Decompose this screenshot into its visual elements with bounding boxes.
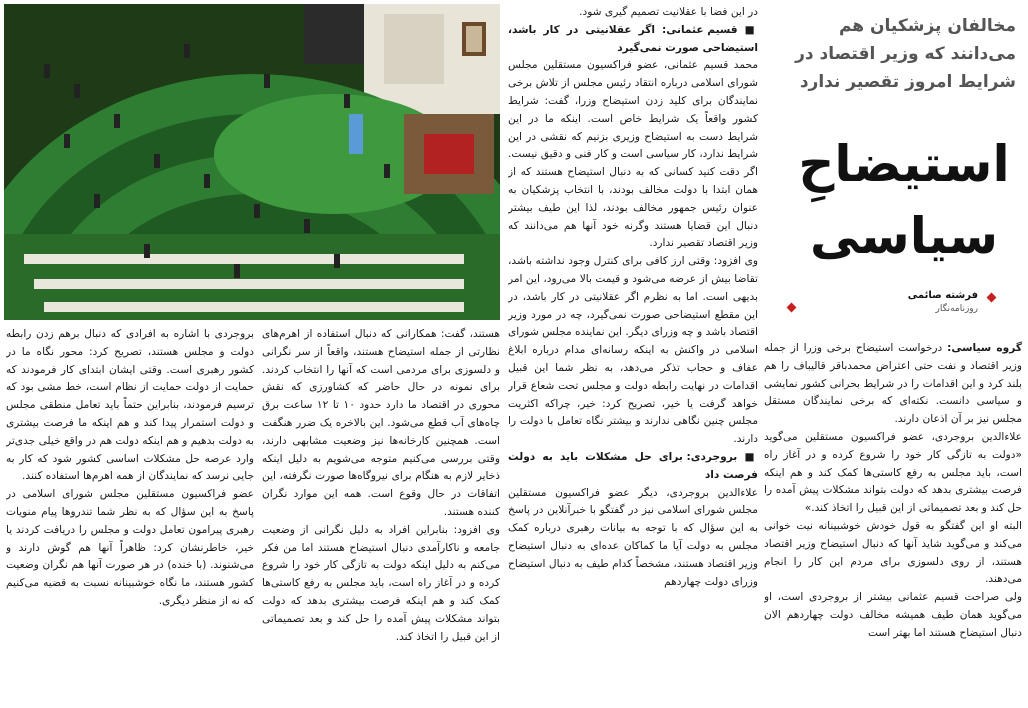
subheading: ■ بروجردی: برای حل مشکلات باید به دولت فرصت داد bbox=[508, 450, 758, 481]
paragraph: بروجردی با اشاره به افرادی که دنبال برهم زدن رابطه دولت و مجلس هستند، تصریح کرد: محور نگاه ما در کشور رهبری است. وقتی ایشان ابتدای کار فرمودند که حمایت از دولت حمایت از نظام است، خط مشی بود که ترسیم فرمودند، بنابراین حتماً باید تعامل منطقی مجلس و دولت استمرار پیدا کند و هم اینکه ما فرصت بیشتری به دولت بدهیم و هم اینکه دولت هم در واقع خیلی جدی‌تر وارد عرصه حل مشکلات اساسی کشور شود که کار به جایی نرسد که نمایندگان از همه اهرم‌ها استفاده کنند. bbox=[6, 328, 254, 483]
paragraph: گروه سیاسی: درخواست استیضاح برخی وزرا از جمله وزیر اقتصاد و نفت حتی اعتراض محمدباقر قالیباف را هم بلند کرد و این اقدامات را در شرایط بحرانی کشور نمایشی و سیاسی دانست. نکته‌ای که برخی نمایندگان مستقل مجلس نیز بر آن اذعان دارند. bbox=[764, 342, 1022, 426]
text-column-3 bbox=[262, 326, 500, 706]
paragraph: وی افزود: وقتی ارز کافی برای کنترل وجود نداشته باشد، تقاضا بیش از عرضه می‌شود و قیمت بالا می‌رود، این امر بدیهی است. اما به نظرم اگر عقلانیتی در کار باشد، در این مقطع استیضاحی صورت نمی‌گیرد، چه در مورد وزیر اقتصاد باشد و چه وزرای دیگر. این نماینده مجلس شورای اسلامی در واکنش به اینکه رسانه‌ای مدام درباره ابلاغ عفاف و حجاب تذکر می‌دهد، به نظر شما این قبیل اقدامات در نهایت رابطه دولت و مجلس تحت شعاع قرار خواهد گرفت یا خیر، تصریح کرد: خیر، چراکه اکثریت مجلس چنین نگاهی ندارند و بیشتر نگاه تعامل با دولت را دارند. bbox=[508, 255, 758, 446]
parliament-photo-drawing bbox=[4, 4, 500, 320]
article-teaser: مخالفان پزشکیان هم می‌دانند که وزیر اقتصاد در شرایط امروز تقصیر ندارد bbox=[795, 16, 1016, 92]
paragraph: محمد قسیم عثمانی، عضو فراکسیون مستقلین مجلس شورای اسلامی درباره انتقاد رئیس مجلس از تلاش برخی نمایندگان برای کلید زدن استیضاح وزرا، گفت: شرایط کشور واقعاً یک شرایط خاص است. اینکه ما در این شرایط دست به استیضاح وزیری بزنیم که نقشی در این شرایط ندارد، کار سیاسی است و کار فنی و دقیق نیست. اگر دقت کنید کسانی که به دنبال استیضاح هستند که از همان ابتدا با دولت مخالف بودند، با انتخاب پزشکیان به عنوان رئیس جمهور مخالف بودند، لذا این طیف بیشتر دنبال این قضایا هستند وگرنه خود آنها هم می‌دانند که وزیر اقتصاد تقصیر ندارد. bbox=[508, 59, 758, 250]
subheading: ■ قسیم عثمانی: اگر عقلانیتی در کار باشد، استیضاحی صورت نمی‌گیرد bbox=[508, 23, 758, 54]
paragraph: وی افزود: بنابراین افراد به دلیل نگرانی از وضعیت جامعه و ناکارآمدی دنبال استیضاح هستند اما من فکر می‌کنم به دلیل اینکه دولت به تازگی کار خود را شروع کرده و در آغاز راه است، باید مجلس به رفع کاستی‌ها کمک کند و هم اینکه فرصت بیشتری بدهد که دولت بتواند مشکلات پیش آمده را حل کند و بعد تصمیماتی از این قبیل را اتخاذ کند. bbox=[262, 523, 500, 643]
paragraph: عضو فراکسیون مستقلین مجلس شورای اسلامی در پاسخ به این سؤال که به نظر شما تندروها پیام منویات رهبری پیرامون تعامل دولت و مجلس را دریافت کردند یا خیر، خاطرنشان کرد: ظاهراً آنها هم گوش دارند و می‌شنوند. (با خنده) در هر صورت آنها هم نگران وضعیت کشور هستند، ما نگاه خوشبینانه نسبت به قضیه می‌کنیم که نه از منظر دیگری. bbox=[6, 488, 254, 607]
text-column-4 bbox=[6, 326, 254, 706]
paragraph: البته او این گفتگو به قول خودش خوشبینانه نیت خوانی می‌کند و می‌گوید شاید آنها که دنبال استیضاح وزیر اقتصاد هستند، از روی دلسوزی برای مردم این کار را انجام می‌دهند. bbox=[764, 519, 1022, 586]
paragraph: در این فضا با عقلانیت تصمیم گیری شود. bbox=[579, 6, 758, 18]
title-line-2: سیاسی bbox=[809, 207, 999, 265]
author-diamond-icon bbox=[987, 293, 997, 303]
title-line-1: استیضاحِ bbox=[798, 135, 1010, 193]
text-column-1 bbox=[764, 340, 1022, 706]
paragraph: علاءالدین بروجردی، دیگر عضو فراکسیون مستقلین مجلس شورای اسلامی نیز در گفتگو با خبرآنلاین در پاسخ به این سؤال که با توجه به بیانات رهبری درباره کمک مجلس به دولت آیا ما کماکان عده‌ای به دنبال استیضاح وزیر اقتصاد هستند، مشخصاً کدام طیف به دنبال استیضاح وزرای دولت چهاردهم bbox=[508, 486, 758, 588]
text-column-2 bbox=[508, 4, 758, 706]
byline bbox=[780, 290, 1020, 320]
decor-diamond-icon bbox=[787, 303, 797, 313]
paragraph: هستند، گفت: همکارانی که دنبال استفاده از اهرم‌های نظارتی از جمله استیضاح هستند، واقعاً از سر نگرانی و دلسوزی برای مردمی است که آنها را انتخاب کردند. برای نمونه در حال حاضر که کشاورزی که نقش محوری در اقتصاد ما دارد حدود ۱۰ تا ۱۲ ساعت برق چاه‌های آب قطع می‌شود. این بالاخره یک ضرر هنگفت است. همچنین کارخانه‌ها نیز وضعیت مشابهی دارند، وقتی بررسی می‌کنیم متوجه می‌شویم به دلیل اینکه ذخایر لازم به هنگام برای نیروگاه‌ها صورت نگرفته، این اتفاقات در حال وقوع است. همه این موارد نگران کننده هستند. bbox=[262, 328, 500, 518]
article-title bbox=[790, 128, 1018, 272]
author-role: روزنامه‌نگار bbox=[935, 304, 978, 314]
paragraph: علاءالدین بروجردی، عضو فراکسیون مستقلین می‌گوید «دولت به تازگی کار خود را شروع کرده و در آغاز راه است، باید مجلس به رفع کاستی‌ها کمک کند و هم اینکه فرصت بیشتری بدهد که دولت بتواند مشکلات پیش آمده را حل کند و بعد تصمیماتی از این قبیل را اتخاذ کند.» bbox=[764, 430, 1022, 515]
author-name: فرشته صائمی bbox=[907, 290, 978, 301]
parliament-hall-photo bbox=[4, 4, 500, 320]
paragraph: ولی صراحت قسیم عثمانی بیشتر از بروجردی است، او می‌گوید همان طیف همیشه مخالف دولت چهاردهم الان دنبال استیضاح هستند اما بهتر است bbox=[764, 591, 1022, 639]
